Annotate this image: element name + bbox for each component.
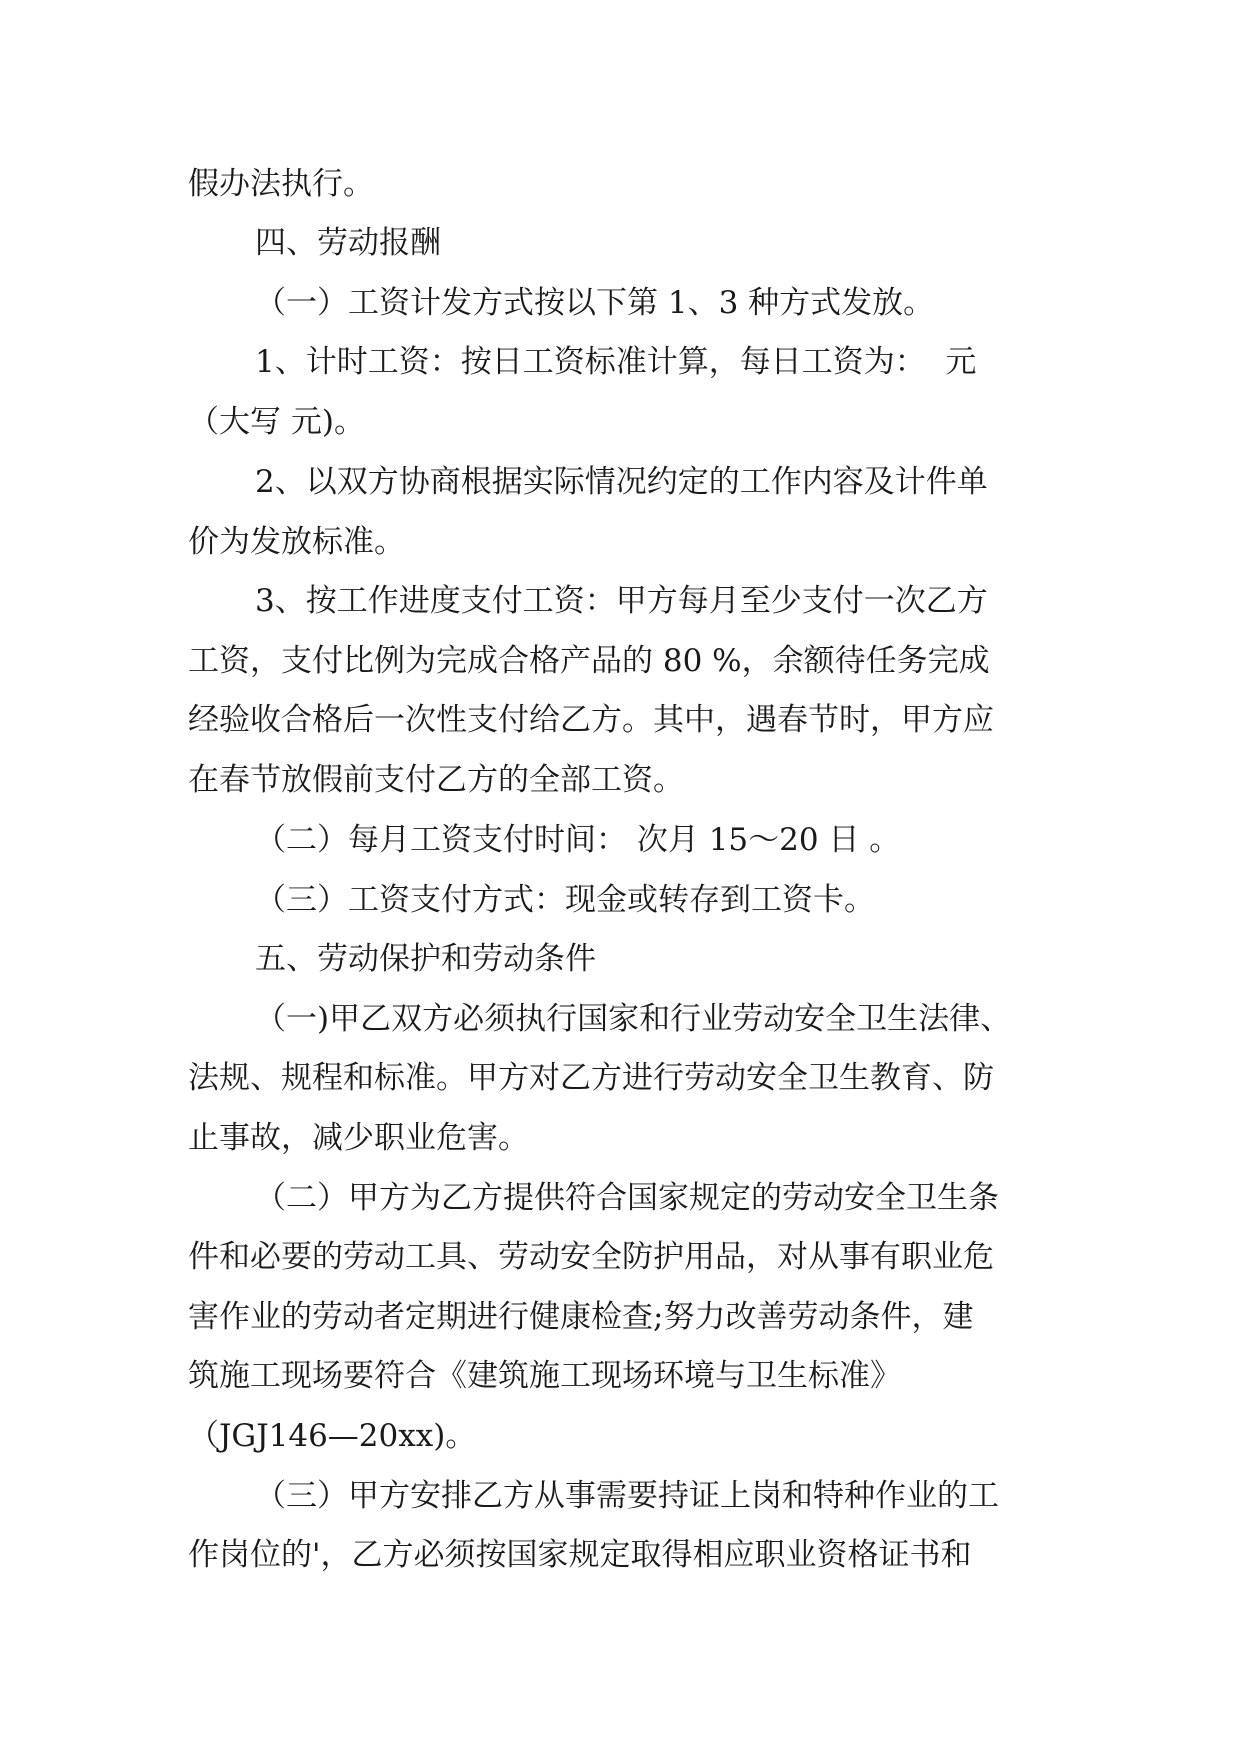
text-line-6: 2、以双方协商根据实际情况约定的工作内容及计件单 <box>255 464 988 500</box>
text-line-21: 筑施工现场要符合《建筑施工现场环境与卫生标准》 <box>188 1358 901 1394</box>
text-line-3: （一）工资计发方式按以下第 1、3 种方式发放。 <box>255 285 935 321</box>
text-line-19: 件和必要的劳动工具、劳动安全防护用品，对从事有职业危 <box>188 1239 994 1275</box>
text-line-7: 价为发放标准。 <box>188 524 405 560</box>
heading-section-4: 四、劳动报酬 <box>255 225 441 261</box>
text-line-17: 止事故，减少职业危害。 <box>188 1120 529 1156</box>
text-line-5: （大写 元)。 <box>188 404 365 440</box>
text-line-15: （一)甲乙双方必须执行国家和行业劳动安全卫生法律、 <box>255 1001 1012 1037</box>
heading-section-5: 五、劳动保护和劳动条件 <box>255 941 596 977</box>
text-line-12: （二）每月工资支付时间： 次月 15～20 日 。 <box>255 822 901 858</box>
text-line-20: 害作业的劳动者定期进行健康检查;努力改善劳动条件，建 <box>188 1299 974 1335</box>
text-line-13: （三）工资支付方式：现金或转存到工资卡。 <box>255 882 875 918</box>
text-line-8: 3、按工作进度支付工资：甲方每月至少支付一次乙方 <box>255 583 988 619</box>
text-line-24: 作岗位的'，乙方必须按国家规定取得相应职业资格证书和 <box>188 1537 972 1573</box>
text-line-9: 工资，支付比例为完成合格产品的 80 %，余额待任务完成 <box>188 643 990 679</box>
text-line-16: 法规、规程和标准。甲方对乙方进行劳动安全卫生教育、防 <box>188 1060 994 1096</box>
text-line-10: 经验收合格后一次性支付给乙方。其中，遇春节时，甲方应 <box>188 702 994 738</box>
text-line-22: （JGJ146—20xx)。 <box>188 1418 477 1454</box>
text-line-1: 假办法执行。 <box>188 166 374 202</box>
text-line-4: 1、计时工资：按日工资标准计算，每日工资为： 元 <box>255 344 977 380</box>
text-line-18: （二）甲方为乙方提供符合国家规定的劳动安全卫生条 <box>255 1180 999 1216</box>
text-line-11: 在春节放假前支付乙方的全部工资。 <box>188 762 684 798</box>
text-line-23: （三）甲方安排乙方从事需要持证上岗和特种作业的工 <box>255 1478 999 1514</box>
